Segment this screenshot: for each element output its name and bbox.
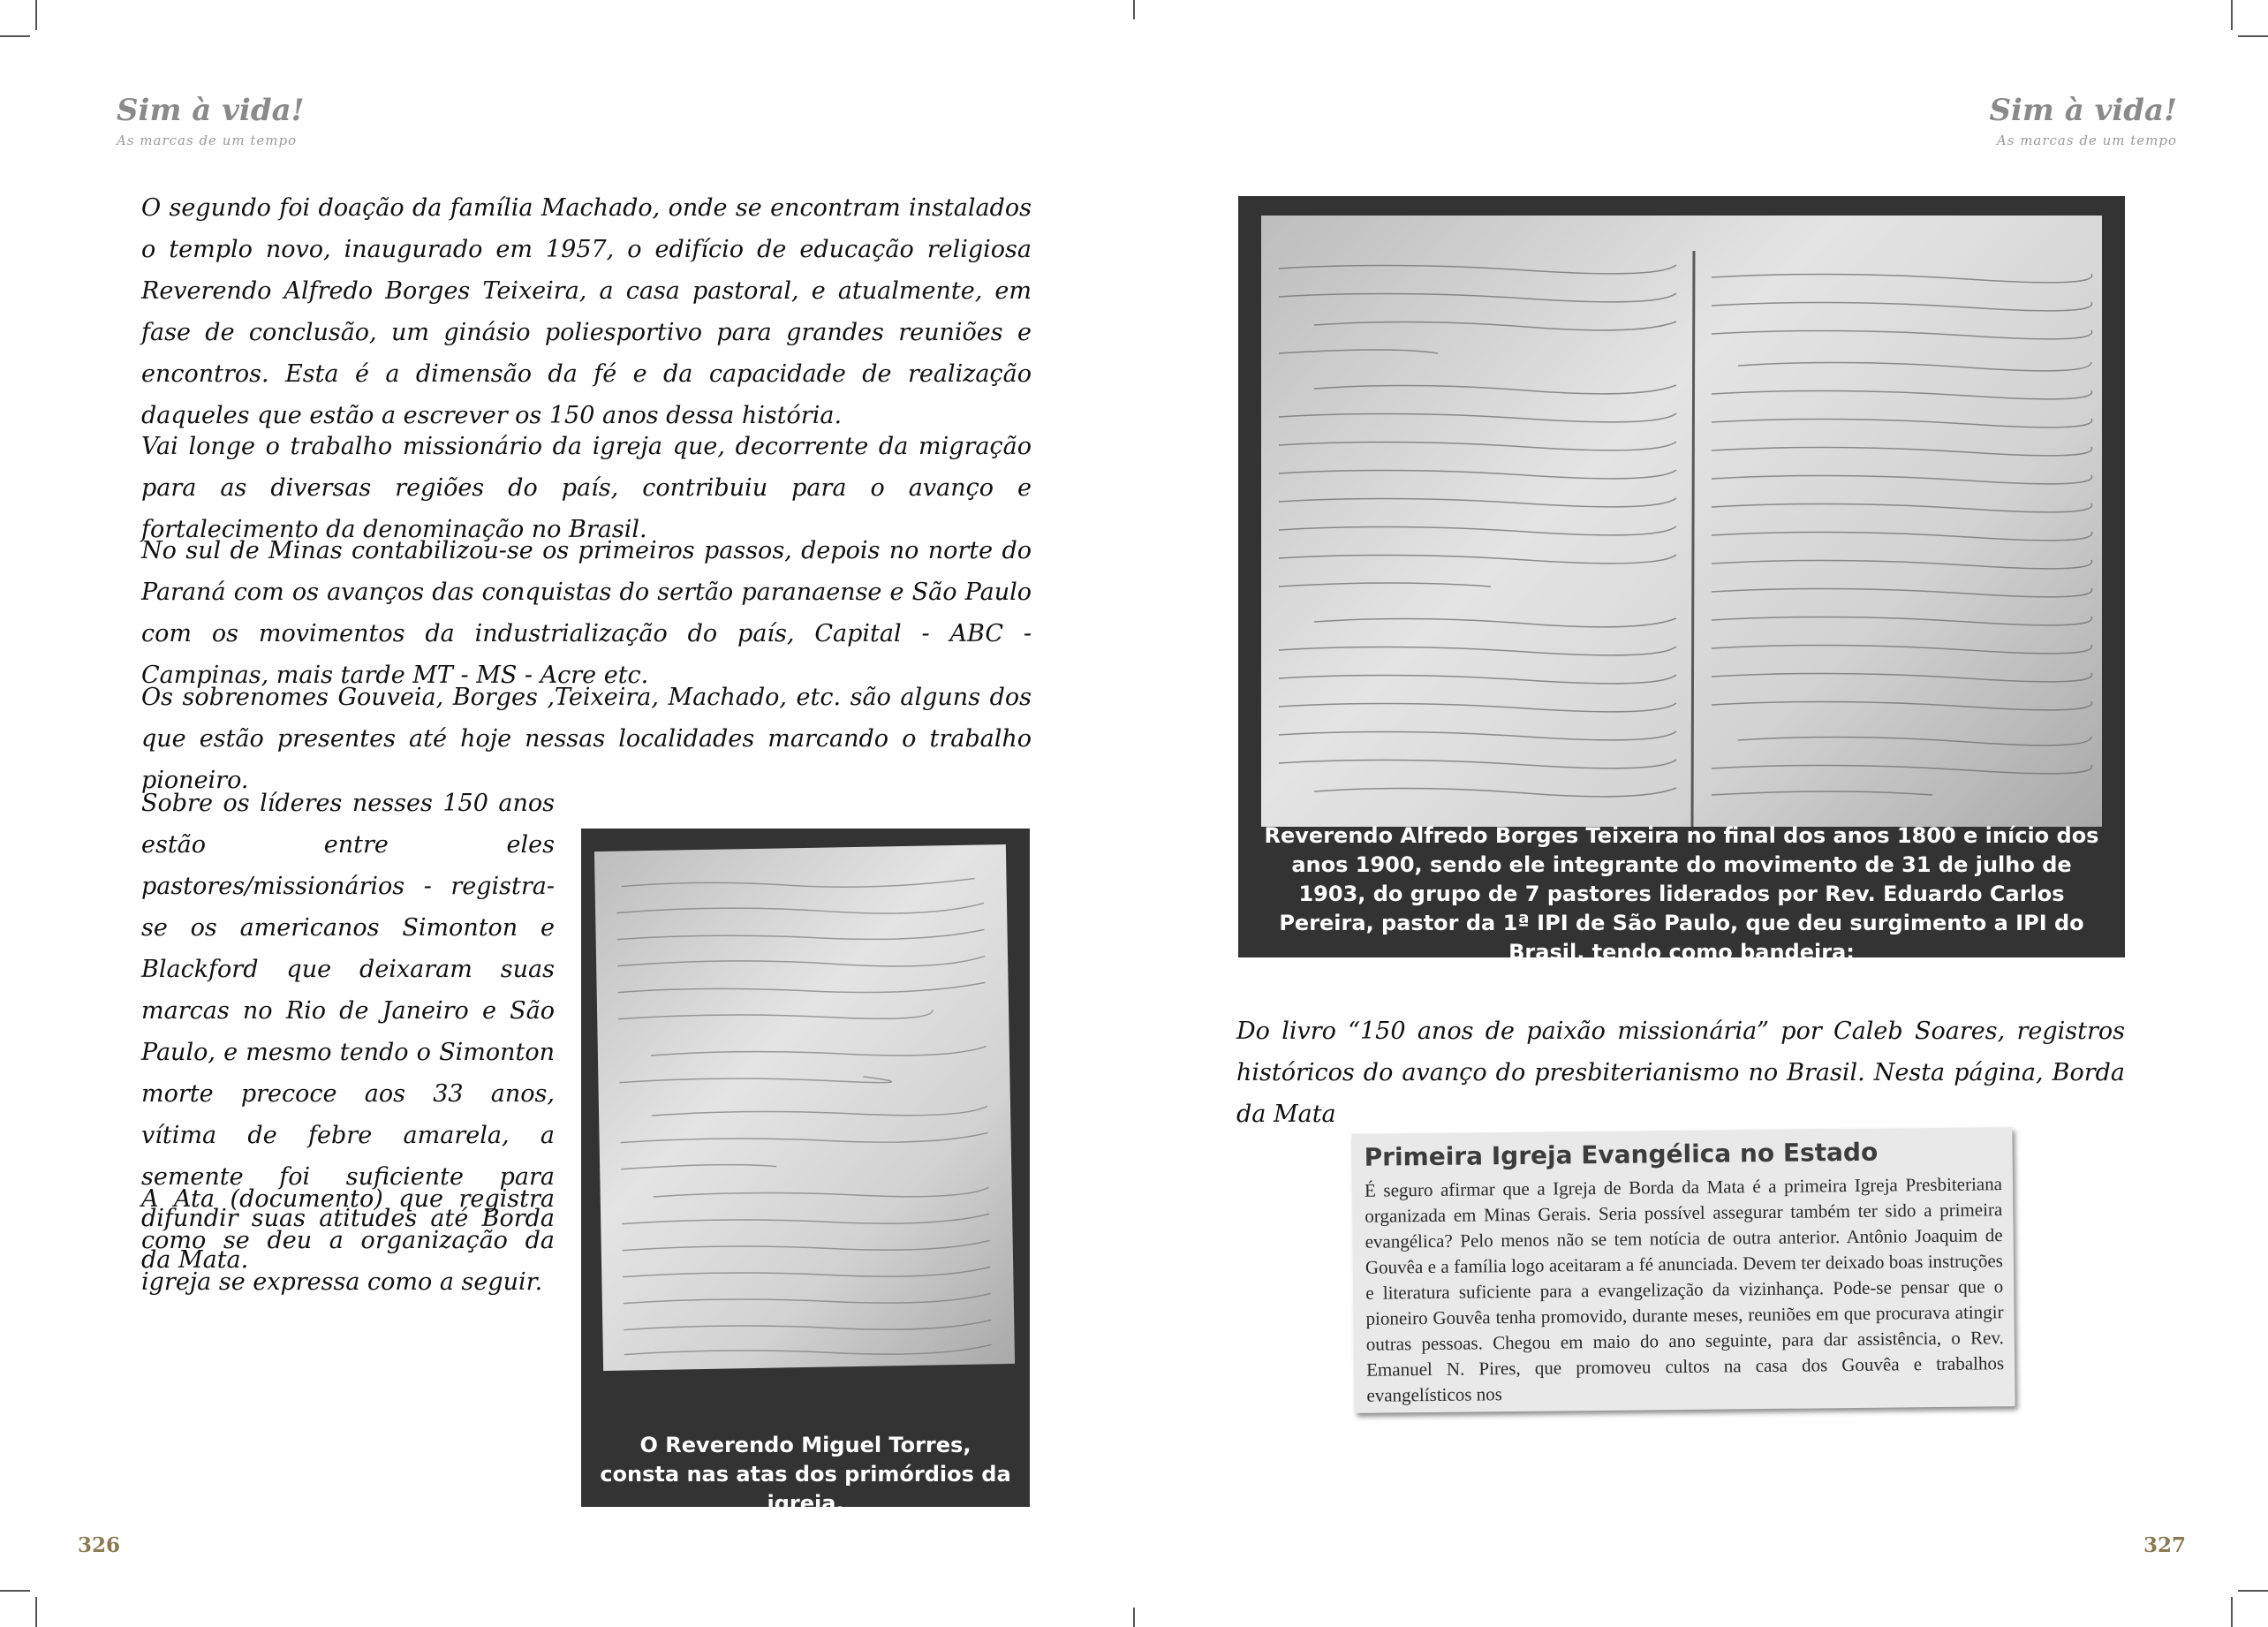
running-head-title: Sim à vida! <box>1989 93 2177 128</box>
clipping-body: É seguro afirmar que a Igreja de Borda da Mata é a primeira Igreja Presbiteriana organizada em Minas Gerais. Seria possível assegurar também ter sido a primeira evangélica? Pelo menos não se tem notícia de outra anterior. Antônio Joaquim de Gouvêa e a família logo aceitaram a fé anunciada. Devem ter deixado boas instruções e literatura suficiente para a evangelização da vizinhança. Pode-se pensar que o pioneiro Gouvêa tenha promovido, durante meses, reuniões em que procurava atingir outras pessoas. Chegou em maio do ano seguinte, para dar assistência, o Rev. Emanuel N. Pires, que promoveu cultos na casa dos Gouvêa e trabalhos evangelísticos nos <box>1364 1173 2005 1406</box>
crop-mark <box>2231 1597 2233 1627</box>
crop-mark <box>1133 0 1135 19</box>
running-head-title: Sim à vida! <box>117 93 305 128</box>
left-paragraph-1: O segundo foi doação da família Machado, onde se encontram instalados o templo novo, inaugurado em 1957, o edifício de educação religiosa Reverendo Alfredo Borges Teixeira, a casa pastoral, e atualmente, em fase de conclusão, um ginásio poliesportivo para grandes reuniões e encontros. Esta é a dimensão da fé e da capacidade de realização daqueles que estão a escrever os 150 anos dessa história. <box>141 194 1032 429</box>
page-number-right: 327 <box>2143 1533 2186 1557</box>
handwriting-lines <box>1261 216 2102 827</box>
page-number-left: 326 <box>78 1533 121 1557</box>
left-column-paragraph-1: Sobre os líderes nesses 150 anos estão entre eles pastores/missionários - registra-se os americanos Simonton e Blackford que deixaram suas marcas no Rio de Janeiro e São Paulo, e mesmo tendo o Simonton morte precoce aos 33 anos, vítima de febre amarela, a semente foi suficiente para difundir suas atitudes até Borda da Mata. <box>141 790 555 1274</box>
open-book-image <box>1261 216 2102 827</box>
ata-photo-miguel-torres <box>581 829 1030 1516</box>
left-paragraph-3: No sul de Minas contabilizou-se os primeiros passos, depois no norte do Paraná com os avanços das conquistas do sertão paranaense e São Paulo com os movimentos da industrialização do país, Capital - ABC - Campinas, mais tarde MT - MS - Acre etc. <box>141 537 1032 689</box>
crop-mark <box>0 1590 30 1592</box>
running-head-subtitle: As marcas de um tempo <box>117 132 298 148</box>
left-paragraph-2: Vai longe o trabalho missionário da igreja que, decorrente da migração para as diversas regiões do país, contribuiu para o avanço e fortalecimento da denominação no Brasil. <box>141 433 1032 543</box>
running-head-subtitle: As marcas de um tempo <box>1996 132 2177 148</box>
manuscript-page-image <box>594 844 1015 1371</box>
handwriting-lines <box>594 844 1015 1371</box>
crop-mark <box>35 0 37 30</box>
photo-caption: Reverendo Alfredo Borges Teixeira no final dos anos 1800 e início dos anos 1900, sendo ele integrante do movimento de 31 de julho de 1903, do grupo de 7 pastores liderados por Rev. Eduardo Carlos Pereira, pastor da 1ª IPI de São Paulo, que deu surgimento a IPI do Brasil, tendo como bandeira: <box>1264 823 2099 965</box>
crop-mark <box>2238 35 2268 37</box>
crop-mark <box>35 1597 37 1627</box>
right-paragraph: Do livro “150 anos de paixão missionária” por Caleb Soares, registros históricos do avanço do presbiterianismo no Brasil. Nesta página, Borda da Mata <box>1236 1018 2125 1128</box>
clipping-title: Primeira Igreja Evangélica no Estado <box>1364 1137 1879 1172</box>
crop-mark <box>2231 0 2233 30</box>
running-head-right <box>1989 95 2177 148</box>
running-head-left <box>117 95 305 148</box>
crop-mark <box>1133 1608 1135 1627</box>
left-column-paragraph-2: A Ata (documento) que registra como se deu a organização da igreja se expressa como a seguir. <box>141 1185 555 1296</box>
crop-mark <box>2238 1590 2268 1592</box>
book-clipping <box>1351 1127 2015 1413</box>
ata-photo-alfredo-borges <box>1238 196 2125 965</box>
left-paragraph-4: Os sobrenomes Gouveia, Borges ,Teixeira, Machado, etc. são alguns dos que estão presentes até hoje nessas localidades marcando o trabalho pioneiro. <box>141 684 1032 794</box>
photo-caption: O Reverendo Miguel Torres, consta nas atas dos primórdios da igreja. <box>600 1433 1011 1516</box>
crop-mark <box>0 35 30 37</box>
